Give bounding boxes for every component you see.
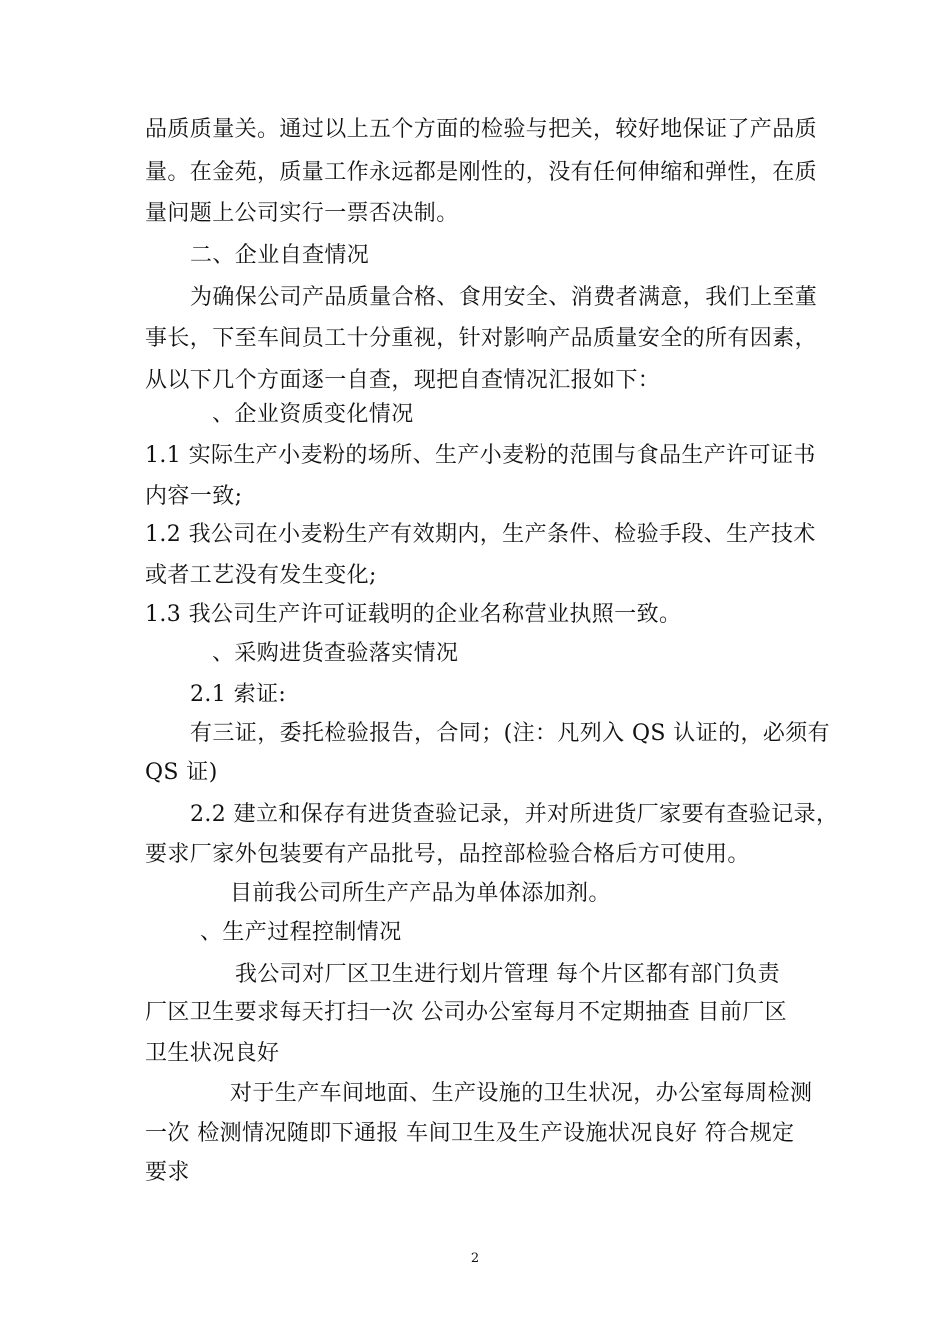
subsection-heading: 、采购进货查验落实情况 (212, 641, 459, 666)
text-line: 目前我公司所生产产品为单体添加剂。 (230, 881, 611, 906)
text-line: 品质质量关。通过以上五个方面的检验与把关，较好地保证了产品质 (145, 117, 818, 142)
text-line: 有三证，委托检验报告，合同；(注：凡列入 QS 认证的，必须有 (190, 721, 831, 746)
text-line: 量问题上公司实行一票否决制。 (145, 201, 459, 226)
subsection-heading: 、生产过程控制情况 (200, 920, 402, 945)
text-line: 事长，下至车间员工十分重视，针对影响产品质量安全的所有因素， (145, 326, 818, 351)
text-line: 内容一致; (145, 484, 243, 509)
text-line: 对于生产车间地面、生产设施的卫生状况，办公室每周检测 (230, 1081, 813, 1106)
page-number: 2 (470, 1251, 480, 1266)
text-line: 1.1 实际生产小麦粉的场所、生产小麦粉的范围与食品生产许可证书 (145, 443, 816, 468)
text-line: 2.1 索证: (190, 682, 287, 707)
text-line: 量。在金苑，质量工作永远都是刚性的，没有任何伸缩和弹性，在质 (145, 160, 818, 185)
subsection-heading: 、企业资质变化情况 (212, 402, 414, 427)
text-line: 要求 (145, 1160, 190, 1185)
text-line: 厂区卫生要求每天打扫一次 公司办公室每月不定期抽查 目前厂区 (145, 1000, 787, 1025)
text-line: 1.3 我公司生产许可证载明的企业名称营业执照一致。 (145, 602, 682, 627)
text-line: QS 证) (145, 760, 218, 785)
text-line: 1.2 我公司在小麦粉生产有效期内，生产条件、检验手段、生产技术 (145, 522, 816, 547)
text-line: 卫生状况良好 (145, 1041, 280, 1066)
text-line: 一次 检测情况随即下通报 车间卫生及生产设施状况良好 符合规定 (145, 1121, 795, 1146)
text-line: 从以下几个方面逐一自查，现把自查情况汇报如下： (145, 368, 661, 393)
text-line: 要求厂家外包装要有产品批号，品控部检验合格后方可使用。 (145, 842, 750, 867)
text-line: 2.2 建立和保存有进货查验记录，并对所进货厂家要有查验记录， (190, 802, 839, 827)
text-line: 或者工艺没有发生变化; (145, 563, 377, 588)
text-line: 为确保公司产品质量合格、食用安全、消费者满意，我们上至董 (190, 285, 818, 310)
section-heading: 二、企业自查情况 (190, 243, 370, 268)
text-line: 我公司对厂区卫生进行划片管理 每个片区都有部门负责 (235, 962, 780, 987)
